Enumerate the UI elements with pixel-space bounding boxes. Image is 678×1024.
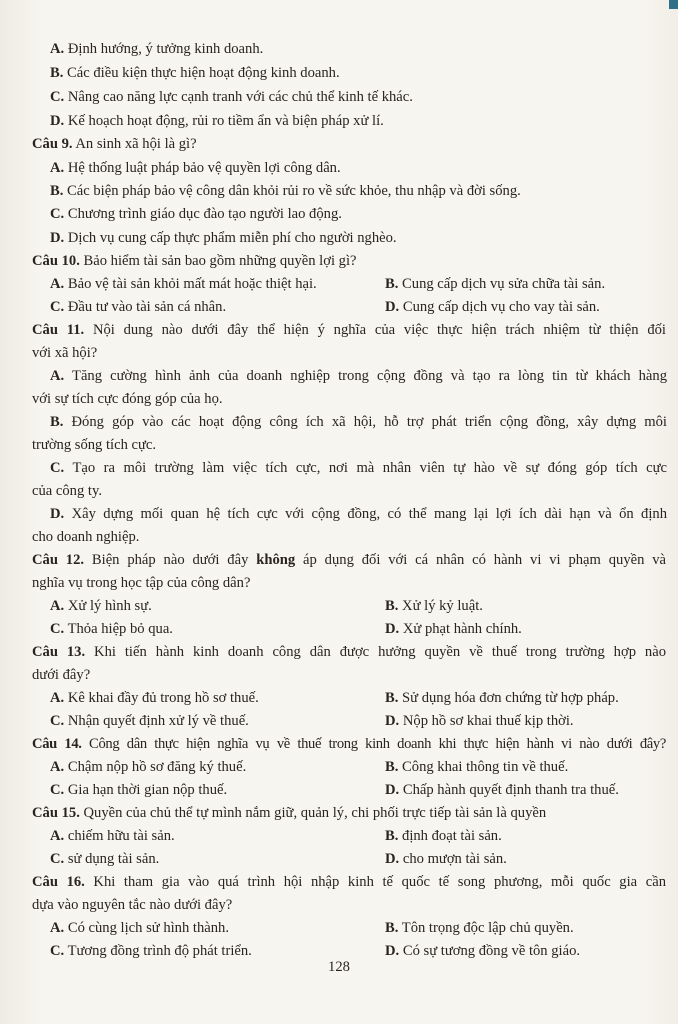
option-a: A. Chậm nộp hồ sơ đăng ký thuế. [50,759,247,775]
option-b: B. Công khai thông tin về thuế. [385,759,569,775]
option-d-continued: cho doanh nghiệp. [32,529,140,545]
option-c: C. sử dụng tài sản. [50,851,160,867]
question-12-continued: nghĩa vụ trong học tập của công dân? [32,575,251,591]
option-b: B. Xử lý kỷ luật. [385,598,483,614]
option-a: A. Xử lý hình sự. [50,598,152,614]
option-c: C. Chương trình giáo dục đào tạo người lao động. [50,206,342,222]
option-a: A. Kê khai đầy đủ trong hồ sơ thuế. [50,690,259,706]
option-b-continued: trường sống tích cực. [32,437,157,453]
option-c: C. Nhận quyết định xử lý về thuế. [50,713,249,729]
option-c: C. Thỏa hiệp bỏ qua. [50,621,173,637]
question-14: Câu 14. Công dân thực hiện nghĩa vụ về thuế trong kinh doanh khi thực hiện hành vi nào dưới đây? [32,736,666,752]
option-b: B. Cung cấp dịch vụ sửa chữa tài sản. [385,276,606,292]
question-16-continued: dựa vào nguyên tắc nào dưới đây? [32,897,233,913]
question-12: Câu 12. Biện pháp nào dưới đây không áp dụng đối với cá nhân có hành vi vi phạm quyền và [32,552,667,568]
option-a: A. Tăng cường hình ảnh của doanh nghiệp trong cộng đồng và tạo ra lòng tin từ khách hàng [50,368,667,384]
option-b: B. Sử dụng hóa đơn chứng từ hợp pháp. [385,690,619,706]
option-c: C. Tương đồng trình độ phát triển. [50,943,252,959]
option-a: A. Hệ thống luật pháp bảo vệ quyền lợi công dân. [50,160,341,176]
option-d: D. Chấp hành quyết định thanh tra thuế. [385,782,619,798]
emphasis-text: không [256,552,296,568]
page-number: 128 [328,959,350,975]
option-c: C. Nâng cao năng lực cạnh tranh với các chủ thể kinh tế khác. [50,89,413,105]
option-c: C. Tạo ra môi trường làm việc tích cực, nơi mà nhân viên tự hào về sự đóng góp tích cực [50,460,667,476]
option-a: A. Định hướng, ý tưởng kinh doanh. [50,41,264,57]
corner-mark [669,0,678,9]
option-d: D. Dịch vụ cung cấp thực phẩm miễn phí cho người nghèo. [50,230,397,246]
option-d: D. Xây dựng mối quan hệ tích cực với cộng đồng, có thể mang lại lợi ích dài hạn và ổn định [50,506,667,522]
option-b: B. Tôn trọng độc lập chủ quyền. [385,920,574,936]
option-a-continued: với sự tích cực đóng góp của họ. [32,391,223,407]
option-c-continued: của công ty. [32,483,102,499]
option-b: B. Các biện pháp bảo vệ công dân khỏi rủi ro về sức khỏe, thu nhập và đời sống. [50,183,521,199]
question-13: Câu 13. Khi tiến hành kinh doanh công dân được hưởng quyền về thuế trong trường hợp nào [32,644,666,660]
option-c: C. Đầu tư vào tài sản cá nhân. [50,299,227,315]
option-d: D. cho mượn tài sản. [385,851,507,867]
option-b: B. Các điều kiện thực hiện hoạt động kinh doanh. [50,65,340,81]
option-a: A. chiếm hữu tài sản. [50,828,175,844]
question-15: Câu 15. Quyền của chủ thể tự mình nắm giữ, quản lý, chi phối trực tiếp tài sản là quyền [32,805,547,821]
option-d: D. Nộp hồ sơ khai thuế kịp thời. [385,713,574,729]
option-a: A. Bảo vệ tài sản khỏi mất mát hoặc thiệt hại. [50,276,317,292]
option-b: B. Đóng góp vào các hoạt động công ích xã hội, hỗ trợ phát triển cộng đồng, xây dựng môi [50,414,667,430]
option-d: D. Có sự tương đồng về tôn giáo. [385,943,581,959]
option-d: D. Cung cấp dịch vụ cho vay tài sản. [385,299,600,315]
option-c: C. Gia hạn thời gian nộp thuế. [50,782,228,798]
option-d: D. Kế hoạch hoạt động, rủi ro tiềm ẩn và biện pháp xử lí. [50,113,384,129]
option-b: B. định đoạt tài sản. [385,828,502,844]
question-16: Câu 16. Khi tham gia vào quá trình hội nhập kinh tế quốc tế song phương, mỗi quốc gia cần [32,874,667,890]
question-11-continued: với xã hội? [32,345,98,361]
question-9: Câu 9. An sinh xã hội là gì? [32,136,197,152]
option-d: D. Xử phạt hành chính. [385,621,522,637]
option-a: A. Có cùng lịch sử hình thành. [50,920,229,936]
question-10: Câu 10. Bảo hiểm tài sản bao gồm những quyền lợi gì? [32,253,357,269]
question-13-continued: dưới đây? [32,667,91,683]
question-11: Câu 11. Nội dung nào dưới đây thể hiện ý nghĩa của việc thực hiện trách nhiệm từ thiện đối [32,322,666,338]
